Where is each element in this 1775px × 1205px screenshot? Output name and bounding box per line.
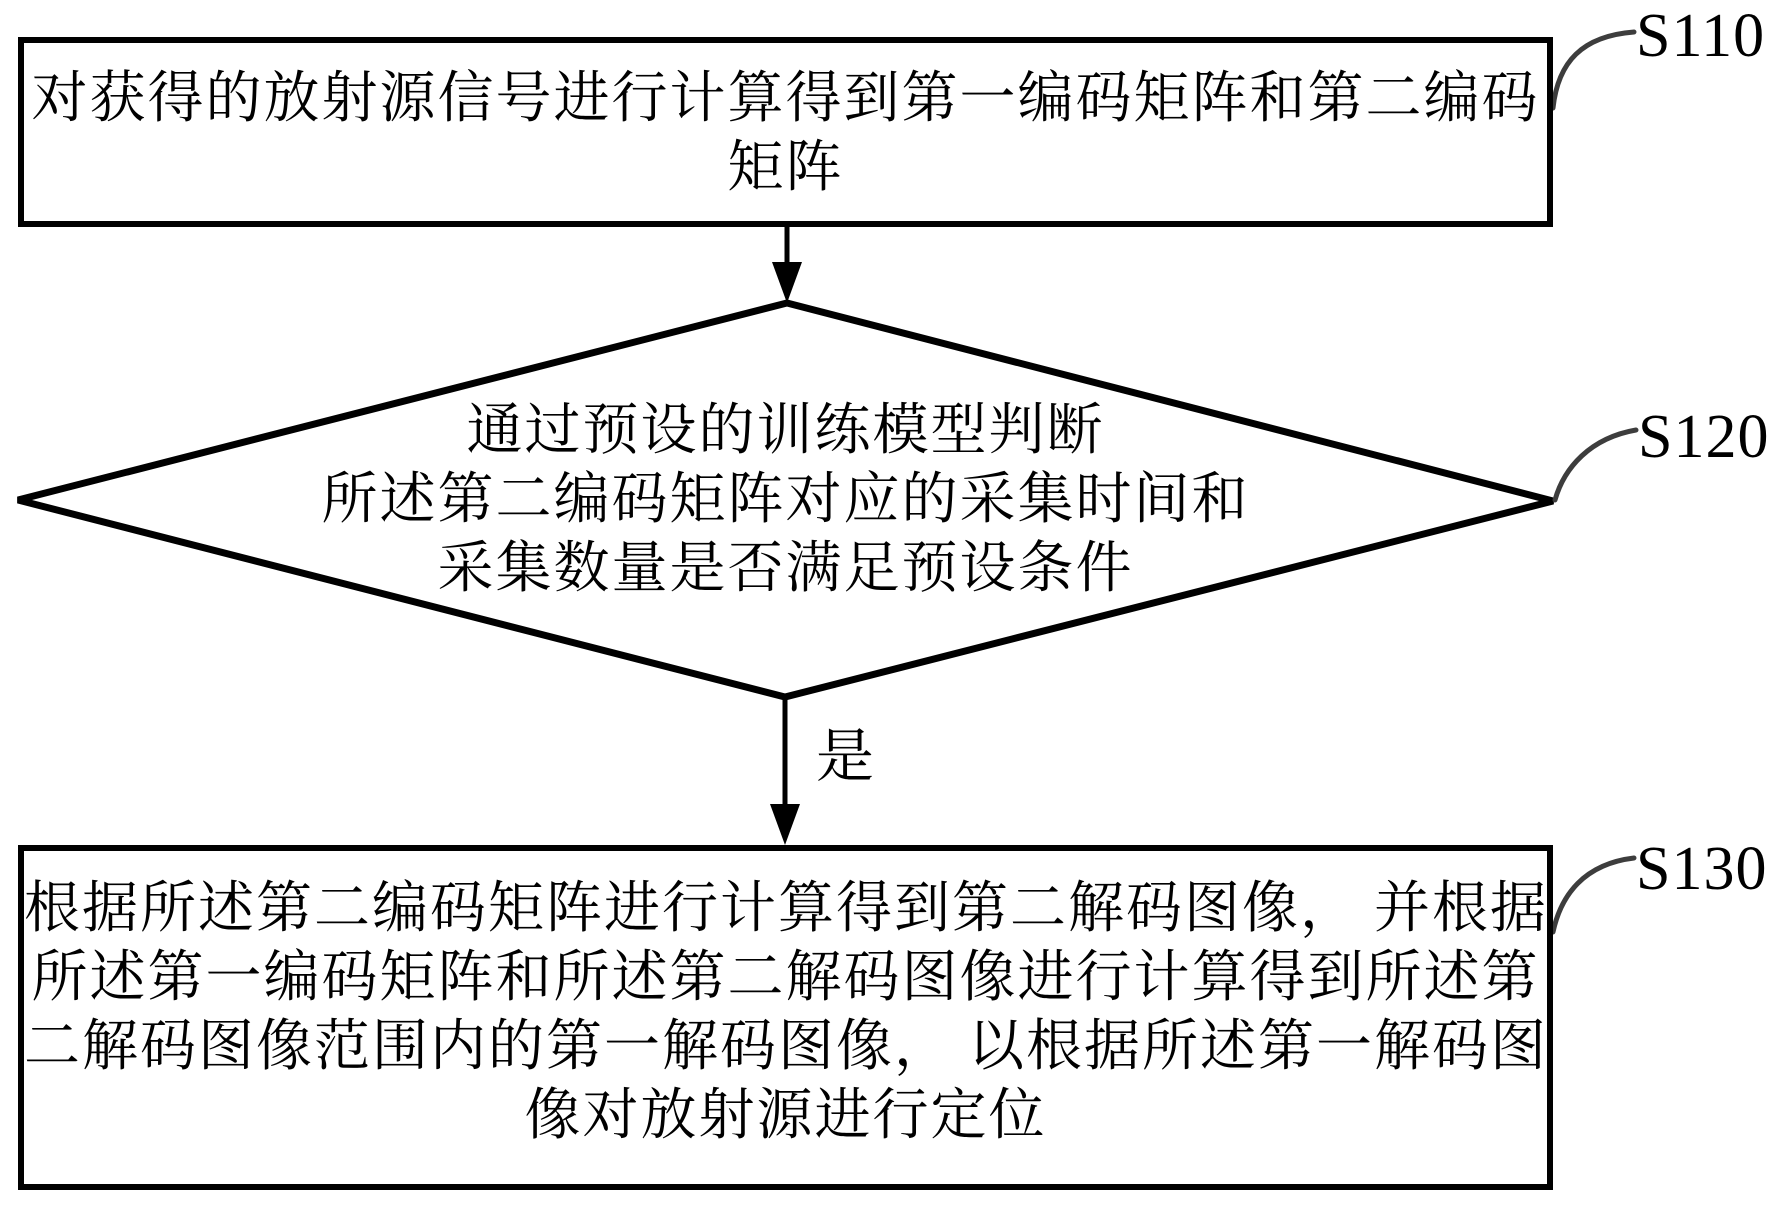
callout-curve-s110 bbox=[1553, 32, 1634, 108]
step-s130-text-line-3: 二解码图像范围内的第一解码图像， 以根据所述第一解码图 bbox=[24, 1016, 1548, 1078]
arrowhead-s110-to-s120 bbox=[772, 262, 802, 303]
step-s130-text-line-1: 根据所述第二编码矩阵进行计算得到第二解码图像， 并根据 bbox=[24, 878, 1548, 940]
step-s110-box bbox=[18, 37, 1553, 227]
step-s120-text-line-2: 所述第二编码矩阵对应的采集时间和 bbox=[321, 468, 1250, 531]
step-label-s130: S130 bbox=[1636, 835, 1768, 903]
step-s130-box bbox=[18, 845, 1553, 1190]
step-s110-text-line-1: 对获得的放射源信号进行计算得到第一编码矩阵和第二编码 bbox=[31, 68, 1540, 130]
step-s130-text-line-4: 像对放射源进行定位 bbox=[524, 1085, 1047, 1147]
step-label-s120: S120 bbox=[1638, 403, 1770, 471]
step-s120-text-line-3: 采集数量是否满足预设条件 bbox=[437, 537, 1134, 600]
step-s120-text bbox=[18, 303, 1553, 697]
callout-curve-s130 bbox=[1553, 858, 1634, 932]
step-s130-text-line-2: 所述第一编码矩阵和所述第二解码图像进行计算得到所述第 bbox=[31, 947, 1540, 1009]
callout-curve-s120 bbox=[1555, 430, 1636, 500]
step-s110-text-line-2: 矩阵 bbox=[727, 137, 844, 199]
step-s120-text-line-1: 通过预设的训练模型判断 bbox=[466, 399, 1105, 462]
branch-label-yes: 是 bbox=[816, 724, 875, 789]
step-label-s110: S110 bbox=[1636, 2, 1766, 70]
arrowhead-s120-to-s130 bbox=[770, 804, 800, 845]
